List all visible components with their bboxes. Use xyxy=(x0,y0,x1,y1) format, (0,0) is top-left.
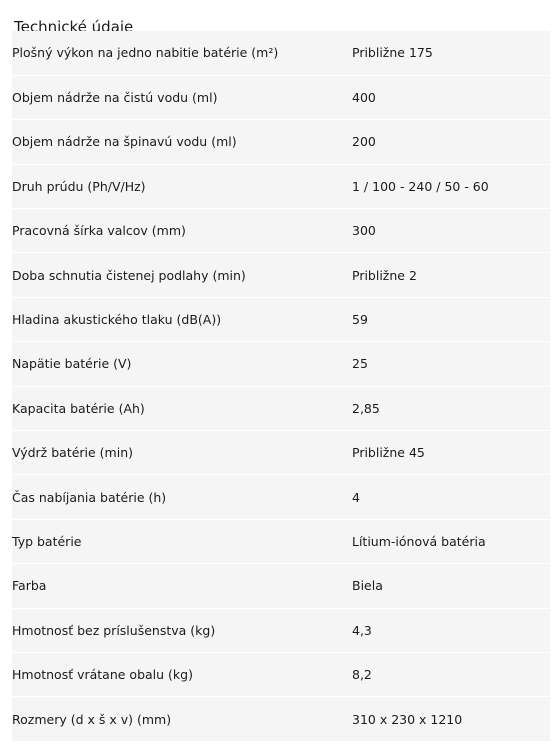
spec-value: 8,2 xyxy=(352,667,372,683)
spec-value: 4 xyxy=(352,489,360,505)
section-title: Technické údaje xyxy=(14,18,134,37)
spec-label: Čas nabíjania batérie (h) xyxy=(12,489,167,505)
table-row xyxy=(12,652,550,696)
table-row xyxy=(12,75,550,119)
spec-value: 59 xyxy=(352,312,368,328)
spec-value: Približne 175 xyxy=(352,45,433,61)
spec-label: Typ batérie xyxy=(12,533,82,549)
spec-label: Hmotnosť vrátane obalu (kg) xyxy=(12,667,193,683)
table-row xyxy=(12,31,550,75)
spec-value: 1 / 100 - 240 / 50 - 60 xyxy=(352,178,489,194)
spec-value: Lítium-iónová batéria xyxy=(352,533,486,549)
spec-label: Druh prúdu (Ph/V/Hz) xyxy=(12,178,146,194)
spec-label: Doba schnutia čistenej podlahy (min) xyxy=(12,267,246,283)
table-row xyxy=(12,608,550,652)
spec-label: Hmotnosť bez príslušenstva (kg) xyxy=(12,622,216,638)
spec-value: 25 xyxy=(352,356,368,372)
spec-value: 300 xyxy=(352,223,376,239)
spec-label: Plošný výkon na jedno nabitie batérie (m²) xyxy=(12,45,279,61)
spec-value: 4,3 xyxy=(352,622,372,638)
spec-value: Približne 2 xyxy=(352,267,417,283)
table-row xyxy=(12,431,550,475)
spec-label: Pracovná šírka valcov (mm) xyxy=(12,223,186,239)
spec-value: Približne 45 xyxy=(352,445,425,461)
table-row xyxy=(12,475,550,519)
table-row xyxy=(12,253,550,297)
spec-value: 310 x 230 x 1210 xyxy=(352,711,463,727)
spec-label: Hladina akustického tlaku (dB(A)) xyxy=(12,312,222,328)
spec-label: Objem nádrže na špinavú vodu (ml) xyxy=(12,134,237,150)
table-row xyxy=(12,120,550,164)
table-row xyxy=(12,164,550,208)
table-row xyxy=(12,519,550,563)
table-row xyxy=(12,697,550,741)
spec-value: 2,85 xyxy=(352,400,380,416)
table-row xyxy=(12,386,550,430)
spec-label: Objem nádrže na čistú vodu (ml) xyxy=(12,90,218,106)
spec-value: Biela xyxy=(352,578,383,594)
spec-label: Farba xyxy=(12,578,47,594)
spec-value: 200 xyxy=(352,134,376,150)
spec-label: Rozmery (d x š x v) (mm) xyxy=(12,711,172,727)
table-row xyxy=(12,297,550,341)
spec-label: Napätie batérie (V) xyxy=(12,356,132,372)
spec-value: 400 xyxy=(352,90,376,106)
spec-label: Kapacita batérie (Ah) xyxy=(12,400,145,416)
table-row xyxy=(12,342,550,386)
table-row xyxy=(12,209,550,253)
table-row xyxy=(12,564,550,608)
spec-label: Výdrž batérie (min) xyxy=(12,445,134,461)
specs-table xyxy=(12,31,550,742)
